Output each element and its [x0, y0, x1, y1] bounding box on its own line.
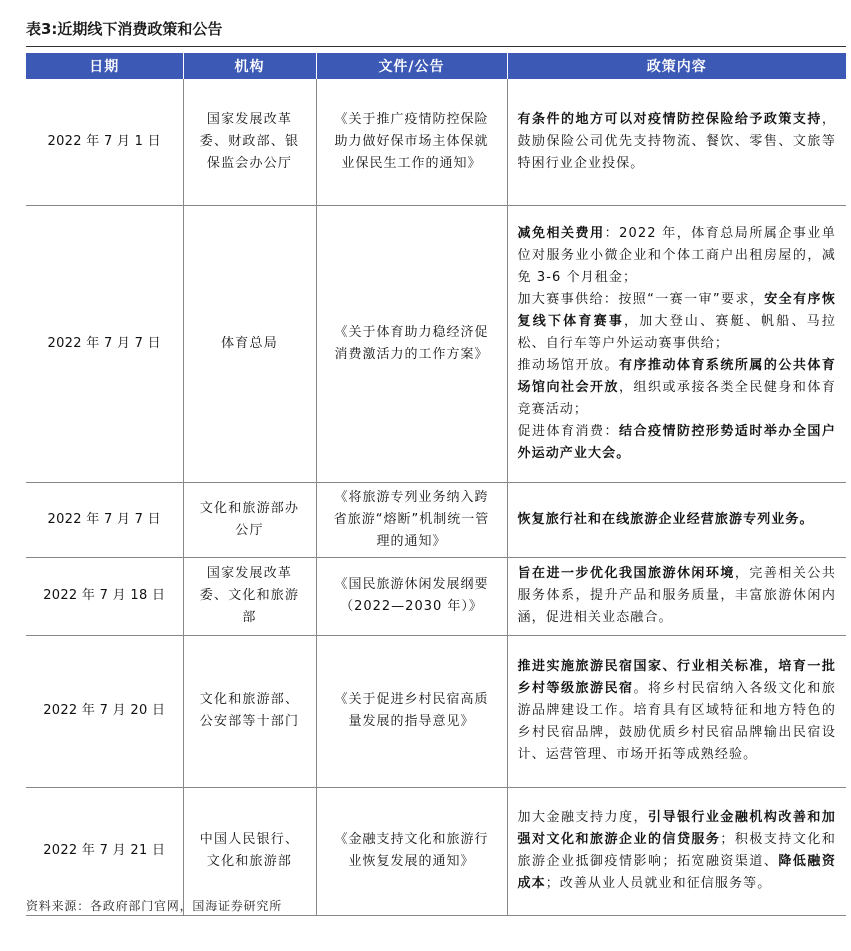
row-date: 2022 年 7 月 7 日	[26, 205, 183, 482]
content-emphasis: 减免相关费用	[517, 225, 605, 241]
content-paragraph	[518, 109, 837, 175]
content-text: 加大赛事供给：按照“一赛一审”要求，	[517, 291, 765, 307]
content-emphasis: 推进实施旅游民宿国家、行业相关标准，培育一批乡村等级旅游民宿	[517, 659, 836, 696]
row-org: 国家发展改革委、财政部、银保监会办公厅	[183, 79, 316, 205]
content-text: 加大金融支持力度，	[517, 810, 648, 825]
content-emphasis: 结合疫情防控形势适时举办全国户外运动产业大会。	[517, 423, 836, 461]
table-row	[26, 482, 846, 557]
row-doc: 《国民旅游休闲发展纲要（2022—2030 年）》	[316, 557, 507, 635]
table-row	[26, 635, 846, 787]
row-content	[507, 482, 846, 557]
content-paragraph	[518, 509, 837, 531]
content-text: ，加大登山、赛艇、帆船、马拉松、自行车等户外运动赛事供给；	[517, 313, 837, 351]
content-text: 促进体育消费：	[517, 423, 619, 439]
content-emphasis: 有条件的地方可以对疫情防控保险给予政策支持	[517, 111, 822, 127]
table-row	[26, 79, 846, 205]
row-org: 体育总局	[183, 205, 316, 482]
table-header-row	[26, 53, 846, 79]
content-paragraph	[518, 355, 837, 421]
row-content	[507, 787, 846, 915]
row-date: 2022 年 7 月 7 日	[26, 482, 183, 557]
table-row	[26, 205, 846, 482]
content-text: 推动场馆开放。	[517, 357, 619, 373]
policy-table	[26, 53, 846, 916]
row-date: 2022 年 7 月 1 日	[26, 79, 183, 205]
row-date: 2022 年 7 月 18 日	[26, 557, 183, 635]
content-text: ，鼓励保险公司优先支持物流、餐饮、零售、文旅等特困行业企业投保。	[517, 111, 836, 171]
row-doc: 《将旅游专列业务纳入跨省旅游“熔断”机制统一管理的通知》	[316, 482, 507, 557]
row-doc: 《金融支持文化和旅游行业恢复发展的通知》	[316, 787, 507, 915]
content-paragraph	[518, 289, 837, 355]
table-title: 表3:近期线下消费政策和公告	[26, 20, 223, 38]
row-org: 中国人民银行、文化和旅游部	[183, 787, 316, 915]
row-org: 文化和旅游部办公厅	[183, 482, 316, 557]
header-date: 日期	[26, 53, 183, 79]
header-org: 机构	[183, 53, 316, 79]
content-paragraph	[518, 656, 837, 766]
row-doc: 《关于推广疫情防控保险 助力做好保市场主体保就业保民生工作的通知》	[316, 79, 507, 205]
table-row	[26, 787, 846, 915]
content-paragraph	[518, 421, 837, 465]
content-text: 。将乡村民宿纳入各级文化和旅游品牌建设工作。培育具有区域特征和地方特色的乡村民宿品牌，鼓励优质乡村民宿品牌输出民宿设计、运营管理、市场开拓等成熟经验。	[517, 681, 836, 762]
content-emphasis: 降低融资成本	[517, 854, 836, 891]
content-emphasis: 有序推动体育系统所属的公共体育场馆向社会开放	[517, 357, 836, 395]
title-divider	[26, 46, 846, 47]
content-emphasis: 旨在进一步优化我国旅游休闲环境	[517, 566, 735, 581]
content-text: ；积极支持文化和旅游企业抵御疫情影响；拓宽融资渠道、	[517, 832, 836, 869]
row-content	[507, 635, 846, 787]
row-content	[507, 557, 846, 635]
content-paragraph	[518, 223, 837, 289]
content-paragraph	[518, 807, 837, 895]
row-date: 2022 年 7 月 20 日	[26, 635, 183, 787]
row-org: 国家发展改革委、文化和旅游部	[183, 557, 316, 635]
row-org: 文化和旅游部、公安部等十部门	[183, 635, 316, 787]
content-paragraph	[518, 563, 837, 629]
row-doc: 《关于促进乡村民宿高质量发展的指导意见》	[316, 635, 507, 787]
header-doc: 文件/公告	[316, 53, 507, 79]
row-doc: 《关于体育助力稳经济促消费激活力的工作方案》	[316, 205, 507, 482]
content-text: ；改善从业人员就业和征信服务等。	[545, 876, 772, 891]
row-content	[507, 205, 846, 482]
table-row	[26, 557, 846, 635]
content-emphasis: 安全有序恢复线下体育赛事	[517, 291, 836, 329]
header-content: 政策内容	[507, 53, 846, 79]
content-emphasis: 引导银行业金融机构改善和加强对文化和旅游企业的信贷服务	[517, 810, 836, 847]
content-emphasis: 恢复旅行社和在线旅游企业经营旅游专列业务。	[517, 511, 814, 527]
content-text: ，组织或承接各类全民健身和体育竞赛活动；	[517, 379, 836, 417]
row-date: 2022 年 7 月 21 日	[26, 787, 183, 915]
source-note: 资料来源：各政府部门官网，国海证券研究所	[26, 899, 283, 913]
row-content	[507, 79, 846, 205]
content-text: ：2022 年，体育总局所属企事业单位对服务业小微企业和个体工商户出租房屋的，减免 3-6 个月租金；	[517, 225, 836, 285]
content-text: ，完善相关公共服务体系，提升产品和服务质量，丰富旅游休闲内涵，促进相关业态融合。	[517, 566, 836, 625]
